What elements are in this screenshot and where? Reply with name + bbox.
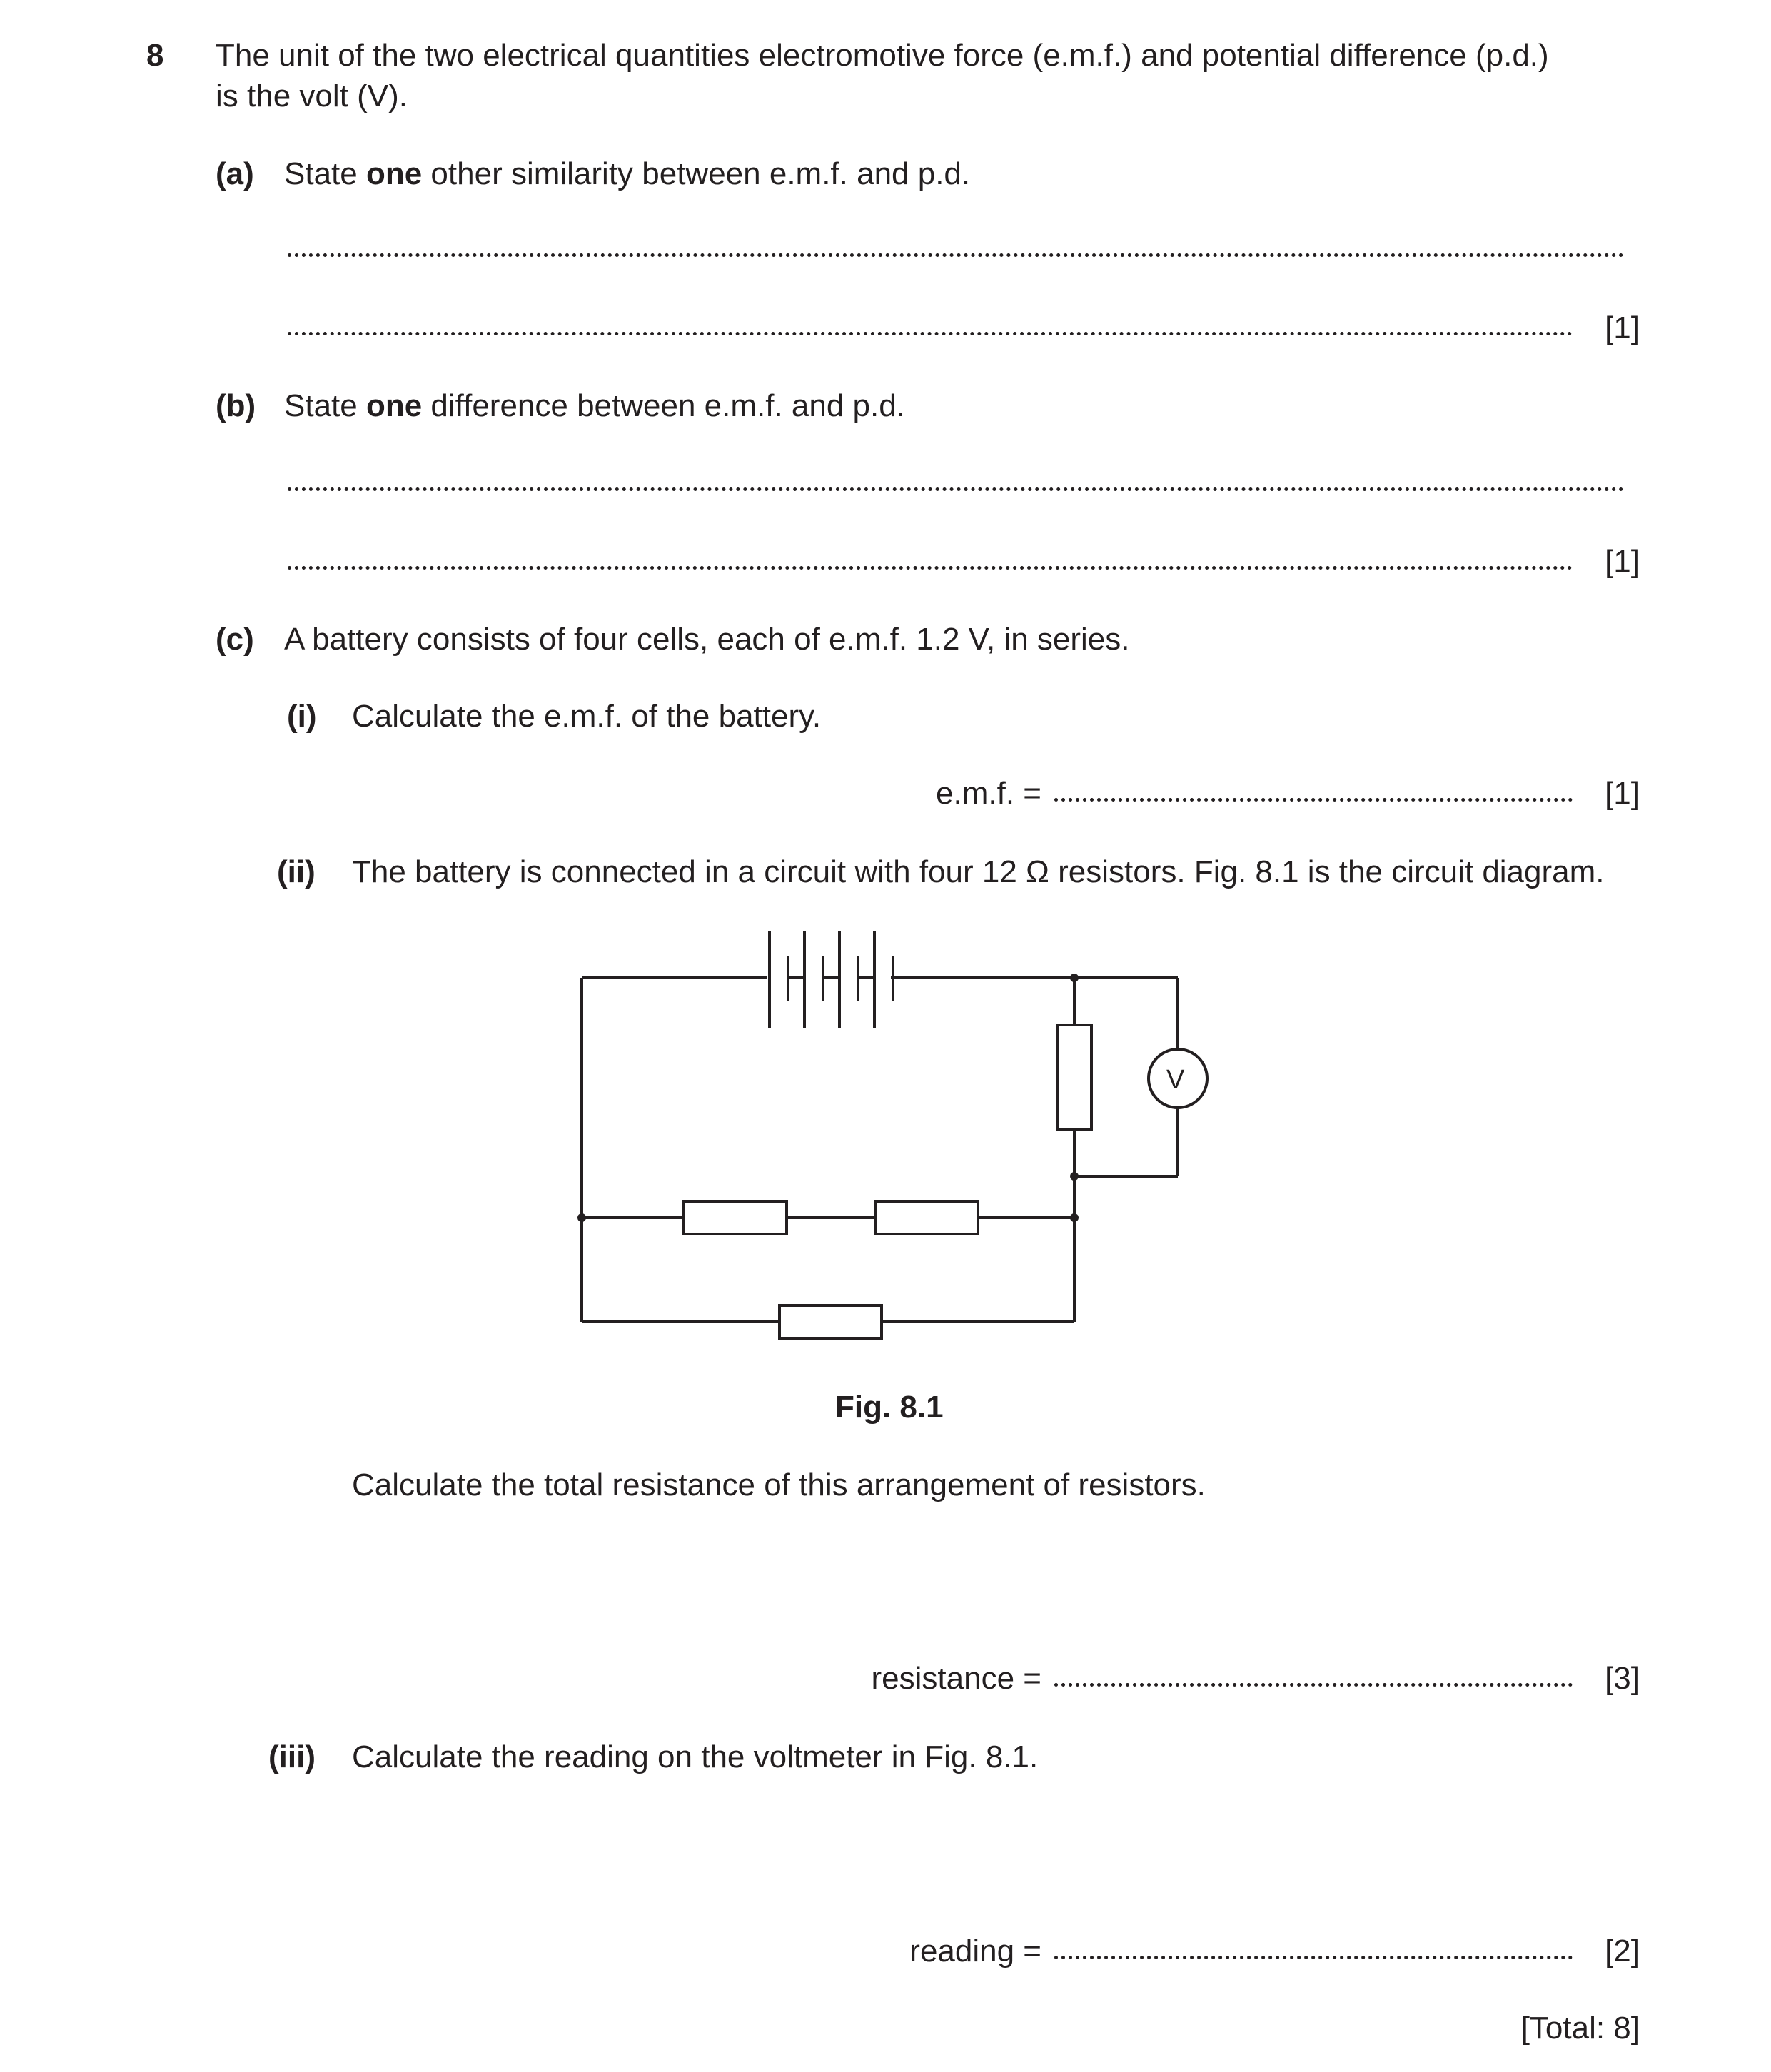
part-c-text: A battery consists of four cells, each of e.m.f. 1.2 V, in series. bbox=[284, 622, 1130, 657]
part-c-iii-answer-line[interactable] bbox=[1054, 1956, 1573, 1959]
junction-voltmeter-return bbox=[1070, 1172, 1079, 1181]
part-c-ii-question: Calculate the total resistance of this arrangement of resistors. bbox=[352, 1467, 1206, 1502]
question-intro-line2: is the volt (V). bbox=[216, 79, 408, 113]
part-a-text-before: State bbox=[284, 156, 366, 191]
part-c-ii-marks: [3] bbox=[1605, 1661, 1640, 1696]
part-b-label: (b) bbox=[216, 388, 256, 423]
total-marks: [Total: 8] bbox=[1520, 2011, 1640, 2046]
part-c-ii-answer-line[interactable] bbox=[1054, 1683, 1573, 1687]
part-c-i-text: Calculate the e.m.f. of the battery. bbox=[352, 699, 822, 734]
part-c-i-answer-label: e.m.f. = bbox=[936, 776, 1041, 811]
resistor-middle-right bbox=[875, 1201, 978, 1234]
junction-dots bbox=[577, 974, 1079, 1222]
part-b-text-bold: one bbox=[365, 388, 423, 423]
part-c-iii-label: (iii) bbox=[268, 1739, 316, 1774]
resistor-vertical bbox=[1057, 1025, 1091, 1129]
part-a-marks: [1] bbox=[1605, 310, 1640, 345]
figure-caption: Fig. 8.1 bbox=[835, 1390, 944, 1425]
part-c-ii-answer-label: resistance = bbox=[871, 1661, 1041, 1696]
part-b-text-after: difference between e.m.f. and p.d. bbox=[422, 388, 905, 423]
part-b-text-before: State bbox=[284, 388, 366, 423]
resistor-middle-left bbox=[684, 1201, 787, 1234]
part-c-iii-text: Calculate the reading on the voltmeter in Fig. 8.1. bbox=[352, 1739, 1039, 1774]
part-c-ii-text: The battery is connected in a circuit with four 12 Ω resistors. Fig. 8.1 is the circuit diagram. bbox=[352, 854, 1605, 889]
resistor-bottom bbox=[779, 1305, 882, 1338]
junction-top-right bbox=[1070, 974, 1079, 982]
part-b-marks: [1] bbox=[1605, 544, 1640, 579]
question-intro-line1: The unit of the two electrical quantities electromotive force (e.m.f.) and potential difference (p.d.) bbox=[216, 38, 1549, 73]
part-c-i-label: (i) bbox=[287, 699, 317, 734]
voltmeter-symbol: V bbox=[1166, 1065, 1185, 1095]
part-a-label: (a) bbox=[216, 156, 254, 191]
part-c-iii-marks: [2] bbox=[1605, 1934, 1640, 1969]
battery-symbol bbox=[770, 931, 893, 1028]
part-a-text-bold: one bbox=[365, 156, 423, 191]
junction-middle-left bbox=[577, 1213, 586, 1222]
part-c-ii-label: (ii) bbox=[277, 854, 316, 889]
part-c-i-marks: [1] bbox=[1605, 776, 1640, 811]
part-c-iii-answer-label: reading = bbox=[909, 1934, 1041, 1969]
part-c-label: (c) bbox=[216, 622, 254, 657]
junction-middle-right bbox=[1070, 1213, 1079, 1222]
question-number: 8 bbox=[146, 38, 164, 73]
part-a-text-after: other similarity between e.m.f. and p.d. bbox=[422, 156, 971, 191]
